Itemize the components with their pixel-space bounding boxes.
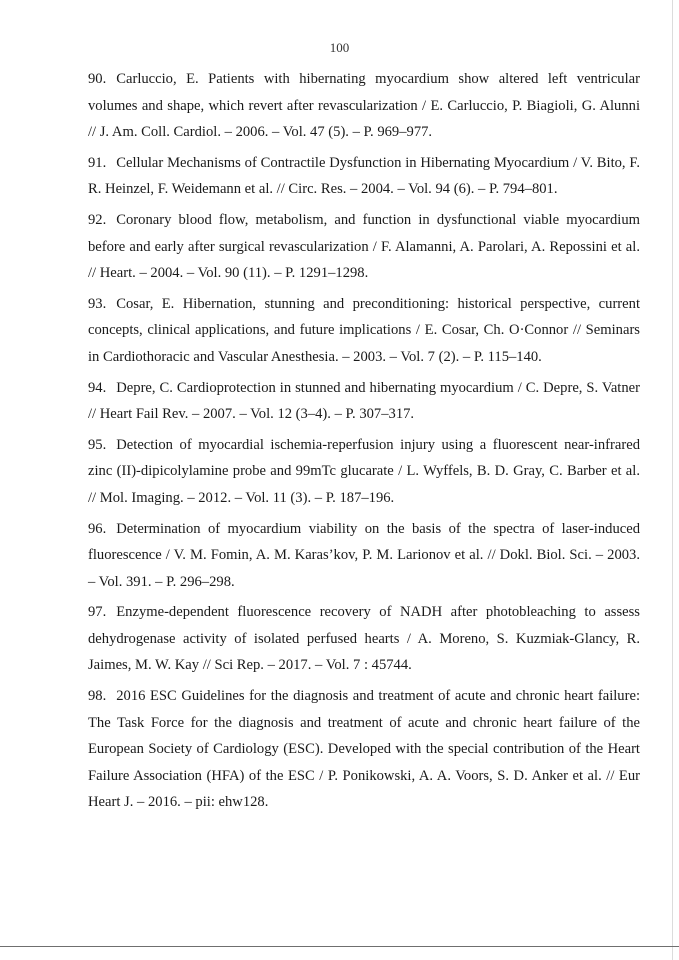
reference-text: Cosar, E. Hibernation, stunning and preconditioning: historical perspective, current concepts, clinical applications, and future implications / E. Cosar, Ch. O·Connor // Seminars in Cardiothoracic and Vascular Anesthesia. – 2003. – Vol. 7 (2). – P. 115–140.	[88, 295, 640, 365]
reference-number: 91.	[88, 154, 107, 171]
reference-item	[88, 599, 640, 679]
reference-item	[88, 66, 640, 146]
reference-number: 96.	[88, 520, 107, 537]
reference-text: 2016 ESC Guidelines for the diagnosis and treatment of acute and chronic heart failure: The Task Force for the diagnosis and treatment of acute and chronic heart failure of the European Society of Cardiology (ESC). Developed with the special contribution of the Heart Failure Association (HFA) of the ESC / P. Ponikowski, A. A. Voors, S. D. Anker et al. // Eur Heart J. – 2016. – pii: ehw128.	[88, 688, 640, 811]
reference-number: 98.	[88, 688, 107, 705]
scan-edge-shadow	[672, 0, 673, 960]
reference-text: Enzyme-dependent fluorescence recovery of NADH after photobleaching to assess dehydrogenase activity of isolated perfused hearts / A. Moreno, S. Kuzmiak-Glancy, R. Jaimes, M. W. Kay // Sci Rep. – 2017. – Vol. 7 : 45744.	[88, 604, 640, 674]
reference-number: 92.	[88, 211, 107, 228]
reference-text: Coronary blood flow, metabolism, and function in dysfunctional viable myocardium before and early after surgical revascularization / F. Alamanni, A. Parolari, A. Repossini et al. // Heart. – 2004. – Vol. 90 (11). – P. 1291–1298.	[88, 211, 640, 282]
reference-item	[88, 432, 640, 512]
reference-number: 90.	[88, 71, 107, 87]
reference-number: 93.	[88, 295, 107, 312]
reference-text: Determination of myocardium viability on the basis of the spectra of laser-induced fluorescence / V. M. Fomin, A. M. Karas’kov, P. M. Larionov et al. // Dokl. Biol. Sci. – 2003. – Vol. 391. – P. 296–298.	[88, 520, 640, 590]
reference-item	[88, 683, 640, 816]
reference-item	[88, 291, 640, 371]
reference-text: Carluccio, E. Patients with hibernating myocardium show altered left ventricular volumes and shape, which revert after revascularization / E. Carluccio, P. Biagioli, G. Alunni // J. Am. Coll. Cardiol. – 2006. – Vol. 47 (5). – P. 969–977.	[88, 71, 640, 141]
page-number: 100	[329, 40, 350, 55]
reference-number: 97.	[88, 604, 107, 621]
reference-item	[88, 516, 640, 596]
reference-text: Cellular Mechanisms of Contractile Dysfunction in Hibernating Myocardium / V. Bito, F. R. Heinzel, F. Weidemann et al. // Circ. Res. – 2004. – Vol. 94 (6). – P. 794–801.	[88, 154, 640, 198]
reference-item	[88, 207, 640, 287]
reference-item	[88, 150, 640, 203]
reference-text: Detection of myocardial ischemia-reperfusion injury using a fluorescent near-infrared zinc (II)-dipicolylamine probe and 99mTc glucarate / L. Wyffels, B. D. Gray, C. Barber et al. // Mol. Imaging. – 2012. – Vol. 11 (3). – P. 187–196.	[88, 436, 640, 506]
reference-number: 94.	[88, 379, 107, 396]
reference-number: 95.	[88, 436, 107, 453]
reference-text: Depre, C. Cardioprotection in stunned and hibernating myocardium / C. Depre, S. Vatner // Heart Fail Rev. – 2007. – Vol. 12 (3–4). – P. 307–317.	[88, 379, 640, 423]
reference-list	[88, 66, 640, 820]
reference-item	[88, 375, 640, 428]
bottom-rule	[0, 946, 679, 947]
